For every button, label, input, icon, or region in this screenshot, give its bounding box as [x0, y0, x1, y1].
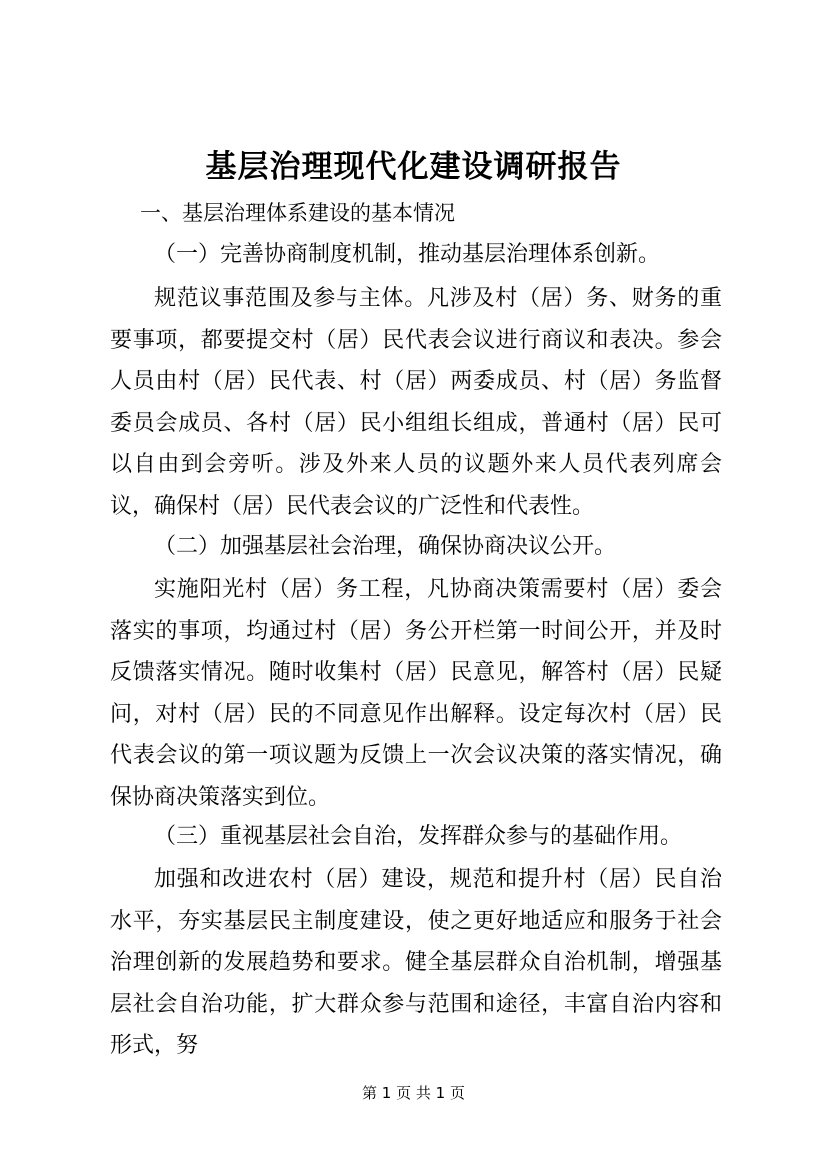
- sub-heading-2: （二）加强基层社会治理，确保协商决议公开。: [154, 534, 617, 559]
- section-heading-1: 一、基层治理体系建设的基本情况: [140, 201, 455, 225]
- paragraph-2: 实施阳光村（居）务工程，凡协商决策需要村（居）委会落实的事项，均通过村（居）务公开栏第一时间公开，并及时反馈落实情况。随时收集村（居）民意见，解答村（居）民疑问，对村（居）民的不同意见作出解释。设定每次村（居）民代表会议的第一项议题为反馈上一次会议决策的落实情况，确保协商决策落实到位。: [110, 577, 722, 810]
- document-title: 基层治理现代化建设调研报告: [205, 149, 622, 185]
- sub-heading-3: （三）重视基层社会自治，发挥群众参与的基础作用。: [154, 824, 683, 849]
- paragraph-1: 规范议事范围及参与主体。凡涉及村（居）务、财务的重要事项，都要提交村（居）民代表会议进行商议和表决。参会人员由村（居）民代表、村（居）两委成员、村（居）务监督委员会成员、各村（居）民小组组长组成，普通村（居）民可以自由到会旁听。涉及外来人员的议题外来人员代表列席会议，确保村（居）民代表会议的广泛性和代表性。: [110, 286, 722, 519]
- sub-heading-1: （一）完善协商制度机制，推动基层治理体系创新。: [154, 242, 661, 267]
- page-footer: 第 1 页 共 1 页: [362, 1084, 465, 1102]
- paragraph-3: 加强和改进农村（居）建设，规范和提升村（居）民自治水平，夯实基层民主制度建设，使之更好地适应和服务于社会治理创新的发展趋势和要求。健全基层群众自治机制，增强基层社会自治功能，扩大群众参与范围和途径，丰富自治内容和形式，努: [110, 867, 722, 1058]
